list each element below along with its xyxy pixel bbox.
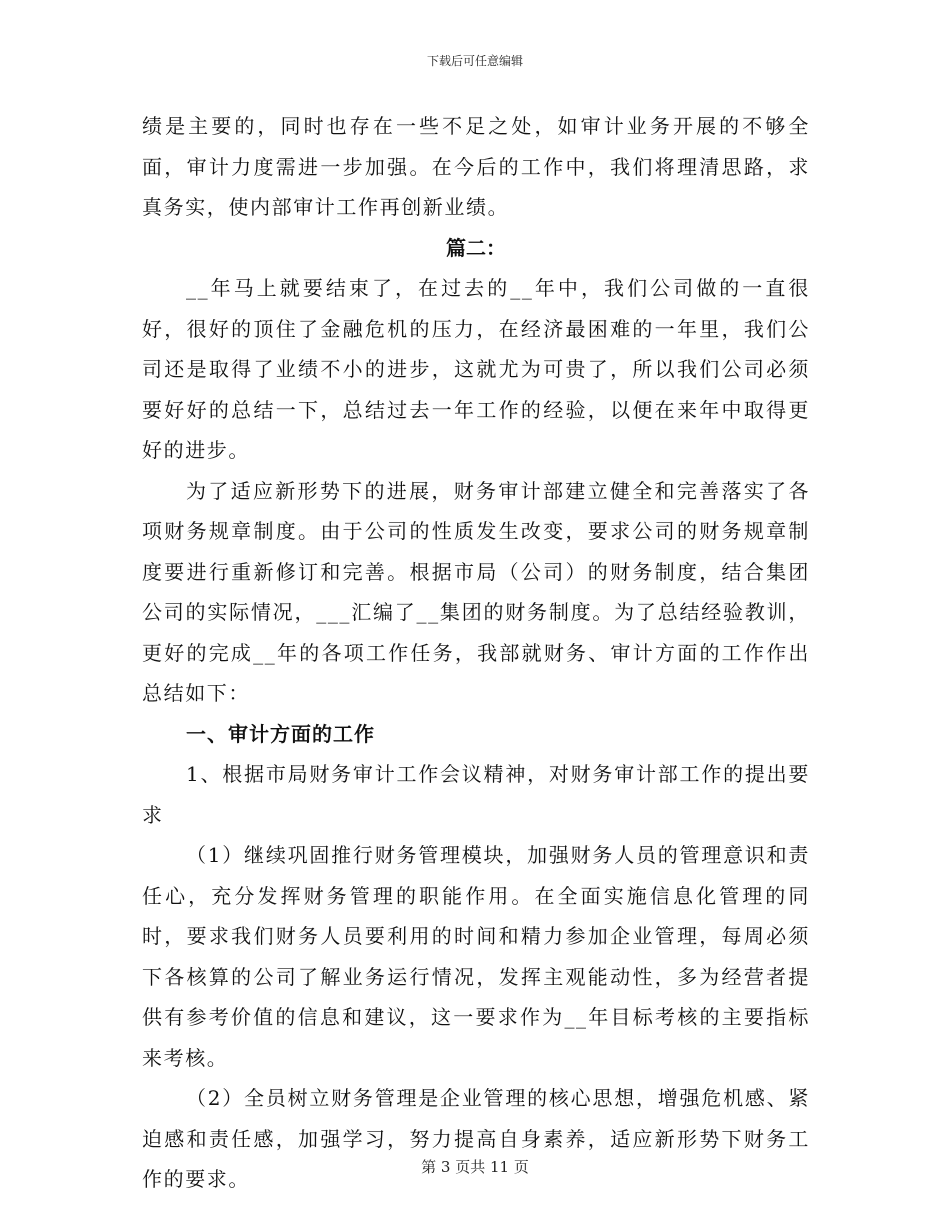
paragraph-continuation: 绩是主要的，同时也存在一些不足之处，如审计业务开展的不够全面，审计力度需进一步加强。在今后的工作中，我们将理清思路，求真务实，使内部审计工作再创新业绩。: [142, 114, 810, 219]
document-body: [142, 106, 810, 1200]
section-title: 篇二：: [446, 235, 506, 260]
paragraph-policy: 为了适应新形势下的进展，财务审计部建立健全和完善落实了各项财务规章制度。由于公司的性质发生改变，要求公司的财务规章制度要进行重新修订和完善。根据市局（公司）的财务制度，结合集团公司的实际情况，___汇编了__集团的财务制度。为了总结经验教训，更好的完成__年的各项工作任务，我部就财务、审计方面的工作作出总结如下：: [142, 478, 810, 705]
page-header: 下载后可任意编辑: [426, 54, 523, 68]
paragraph-item-1-2: （2）全员树立财务管理是企业管理的核心思想，增强危机感、紧迫感和责任感，加强学习，努力提高自身素养，适应新形势下财务工作的要求。: [142, 1086, 810, 1191]
paragraph-item-1-1: （1）继续巩固推行财务管理模块，加强财务人员的管理意识和责任心，充分发挥财务管理的职能作用。在全面实施信息化管理的同时，要求我们财务人员要利用的时间和精力参加企业管理，每周必须下各核算的公司了解业务运行情况，发挥主观能动性，多为经营者提供有参考价值的信息和建议，这一要求作为__年目标考核的主要指标来考核。: [142, 843, 810, 1070]
page-footer: 第 3 页共 11 页: [421, 1158, 529, 1176]
paragraph-item-1: 1、根据市局财务审计工作会议精神，对财务审计部工作的提出要求: [142, 762, 810, 827]
paragraph-intro: __年马上就要结束了，在过去的__年中，我们公司做的一直很好，很好的顶住了金融危机的压力，在经济最困难的一年里，我们公司还是取得了业绩不小的进步，这就尤为可贵了，所以我们公司必须要好好的总结一下，总结过去一年工作的经验，以便在来年中取得更好的进步。: [142, 276, 810, 462]
heading-audit-work: 一、审计方面的工作: [186, 721, 375, 746]
